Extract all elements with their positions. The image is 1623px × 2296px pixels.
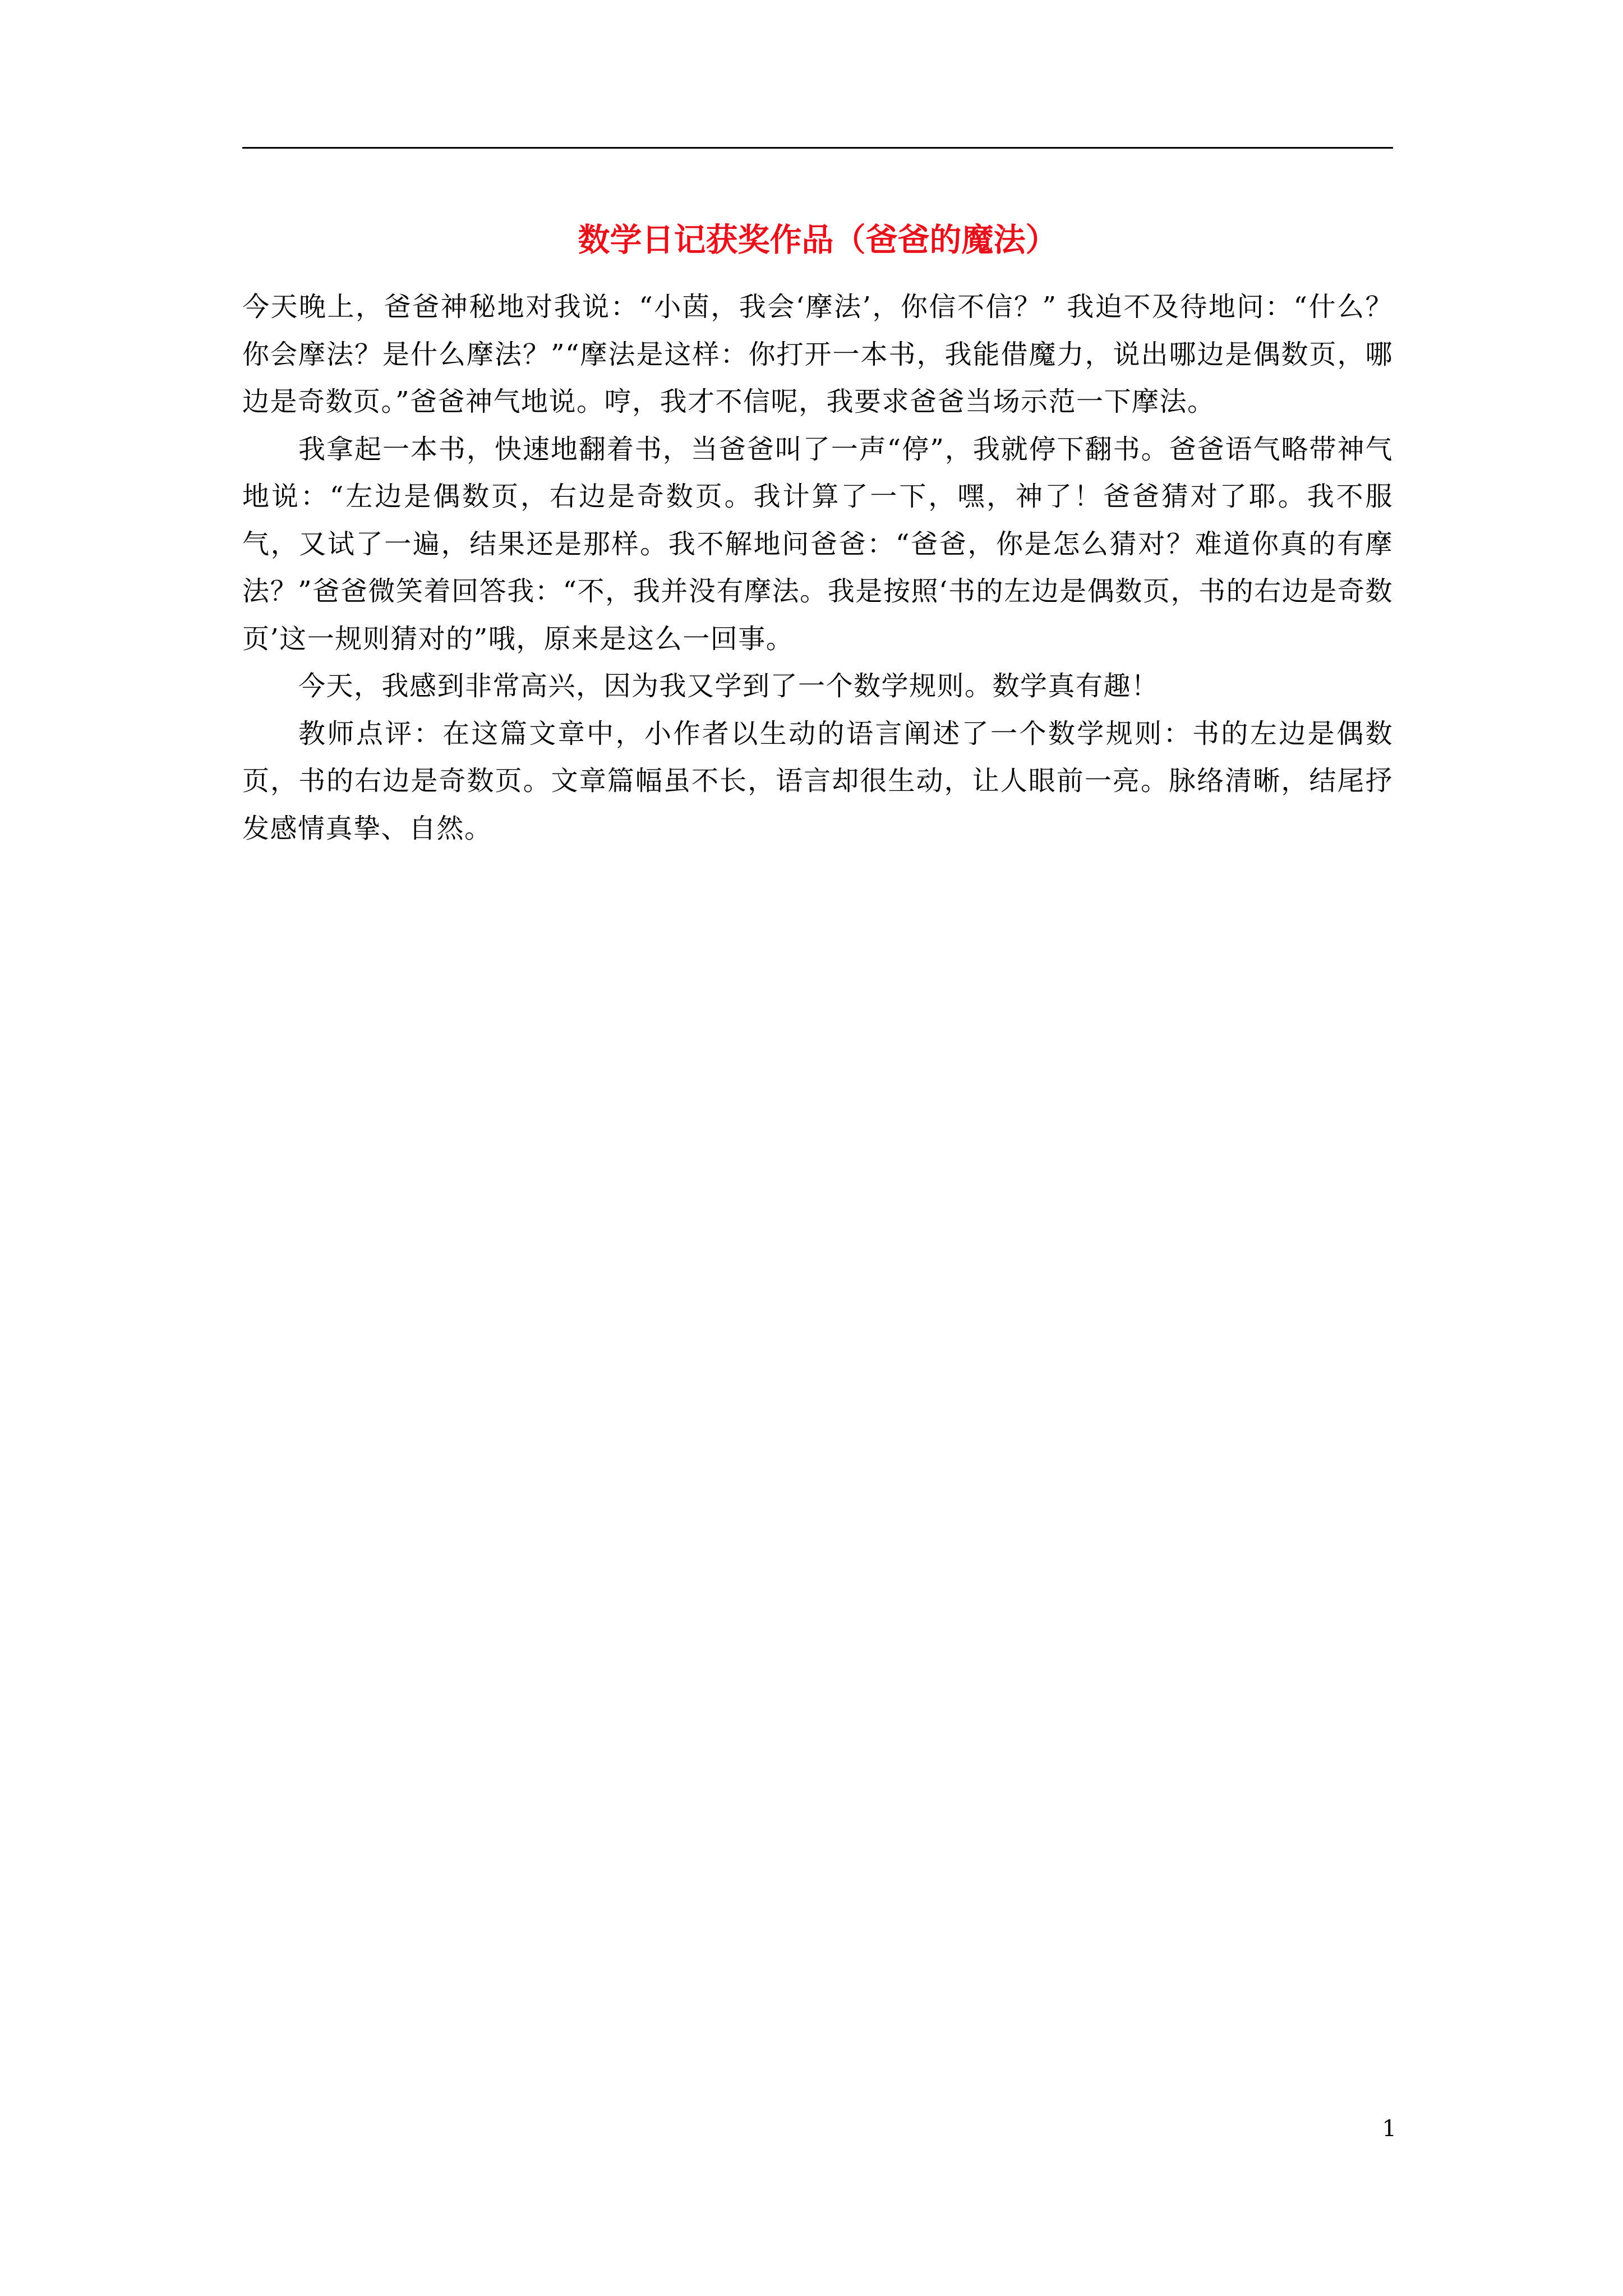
paragraph-intro: 今天晚上，爸爸神秘地对我说：“小茵，我会‘摩法’，你信不信？” 我迫不及待地问：“什么？你会摩法？是什么摩法？”“摩法是这样：你打开一本书，我能借魔力，说出哪边是偶数页，哪边是奇数页。”爸爸神气地说。哼，我才不信呢，我要求爸爸当场示范一下摩法。 — [242, 291, 1393, 417]
paragraph-teacher-comment: 教师点评：在这篇文章中，小作者以生动的语言阐述了一个数学规则：书的左边是偶数页，书的右边是奇数页。文章篇幅虽不长，语言却很生动，让人眼前一亮。脉络清晰，结尾抒发感情真挚、自然。 — [242, 717, 1393, 844]
header-rule — [242, 147, 1393, 149]
page-number: 1 — [1382, 2116, 1396, 2142]
document-title: 数学日记获奖作品（爸爸的魔法） — [578, 221, 1058, 259]
paragraph-conclusion: 今天，我感到非常高兴，因为我又学到了一个数学规则。数学真有趣！ — [298, 670, 1159, 702]
paragraph-experiment: 我拿起一本书，快速地翻着书，当爸爸叫了一声“停”，我就停下翻书。爸爸语气略带神气地说：“左边是偶数页，右边是奇数页。我计算了一下，嘿，神了！爸爸猜对了耶。我不服气，又试了一遍，结果还是那样。我不解地问爸爸：“爸爸，你是怎么猜对？难道你真的有摩法？”爸爸微笑着回答我：“不，我并没有摩法。我是按照‘书的左边是偶数页，书的右边是奇数页’这一规则猜对的”哦，原来是这么一回事。 — [242, 433, 1393, 655]
document-body — [242, 283, 1393, 852]
